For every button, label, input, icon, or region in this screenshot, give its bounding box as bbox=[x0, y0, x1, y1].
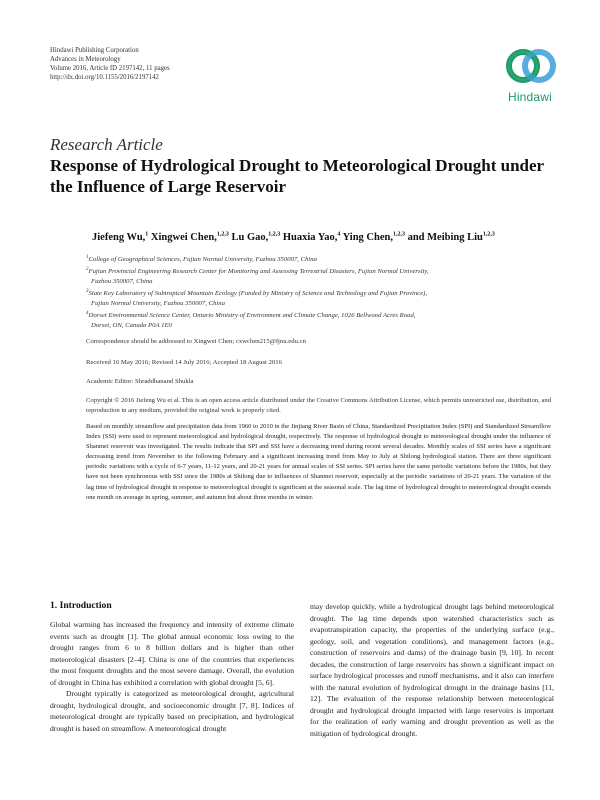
doi-link[interactable]: http://dx.doi.org/10.1155/2016/2197142 bbox=[50, 74, 159, 81]
hindawi-logo bbox=[495, 44, 565, 106]
author: Huaxia Yao,$^4$ bbox=[282, 231, 341, 243]
affiliation-continued: Dorset, ON, Canada P0A 1E0 bbox=[91, 321, 172, 329]
affiliation: $^3$State Key Laboratory of Subtropical Mountain Ecology (Funded by Ministry of Science and Technology and Fujian Province), bbox=[86, 288, 428, 298]
journal-name: Advances in Meteorology bbox=[50, 56, 121, 63]
affiliation: $^2$Fujian Provincial Engineering Research Center for Monitoring and Assessing Terrestrial Disasters, Fujian Normal University, bbox=[86, 267, 429, 276]
hindawi-rings-icon bbox=[495, 44, 565, 90]
correspondence: Correspondence should be addressed to Xingwei Chen; cxwchen215@fjnu.edu.cn bbox=[86, 338, 306, 345]
author-list bbox=[92, 231, 572, 243]
affiliation: $^4$Dorset Environmental Science Center, Ontario Ministry of Environment and Climate Change, 1026 Bellwood Acres Road, bbox=[86, 310, 416, 319]
left-column bbox=[50, 600, 294, 734]
affiliation-continued: Fujian Normal University, Fuzhou 350007, China bbox=[91, 299, 225, 307]
academic-editor: Academic Editor: Shraddhanand Shukla bbox=[86, 378, 194, 385]
dates: Received 16 May 2016; Revised 14 July 2016; Accepted 18 August 2016 bbox=[86, 359, 282, 366]
author: Lu Gao,$^{1,2,3}$ bbox=[231, 231, 281, 243]
author: Jiefeng Wu,$^1$ bbox=[92, 231, 149, 243]
logo-wordmark: Hindawi bbox=[507, 90, 553, 104]
affiliation: $^1$College of Geographical Sciences, Fujian Normal University, Fuzhou 350007, China bbox=[86, 255, 317, 264]
paper-title: Response of Hydrological Drought to Meteorological Drought under the Influence of Large Reservoir bbox=[50, 156, 544, 196]
copyright-notice: Copyright © 2016 Jiefeng Wu et al. This is an open access article distributed under the Creative Commons Attribution License, which permits unrestricted use, distribution, and reproduction in any medium, provided the original work is properly cited. bbox=[86, 397, 551, 414]
affiliations bbox=[86, 253, 556, 331]
journal-header bbox=[50, 46, 170, 82]
abstract: Based on monthly streamflow and precipitation data from 1960 to 2010 in the Jinjiang River Basin of China, Standardized Precipitation Index (SPI) and Standardized Streamflow Index (SSI) were used to represent meteorological and hydrological drought, respectively. The response of hydrological drought to meteorological drought under the influence of Shanmei reservoir was investigated. The results indicate that SPI and SSI have a decreasing trend during recent several decades. Monthly scales of SSI series have a significant decreasing trend from November to the following February and a significant increasing trend from May to July at Shilong hydrological station. There are three significant periodic variations with a cycle of 6-7 years, 11-12 years, and 20-21 years for annual scales of SSI series. SPI series have the same periodic variations before the 1980s, but they have not been synchronous with SSI since the 1980s at Shilong due to influences of Shanmei reservoir, especially at the periodic variations of 20-21 years. The variation of the lag time of hydrological drought in response to meteorological drought is significant at the seasonal scale. The lag time of hydrological drought to meteorological drought extends one month on average in spring, summer, and autumn but about three months in winter. bbox=[86, 423, 551, 501]
right-column bbox=[310, 601, 554, 739]
section-heading: 1. Introduction bbox=[50, 600, 112, 611]
article-type: Research Article bbox=[50, 135, 163, 154]
paragraph: Drought typically is categorized as meteorological drought, agricultural drought, hydrological drought, and socioeconomic drought [7, 8]. Indices of meteorological drought are typically based on precipitation, and hydrological drought is based on streamflow. A meteorological drought bbox=[50, 689, 294, 733]
paragraph: may develop quickly, while a hydrological drought lags behind meteorological drought. The lag time depends upon watershed characteristics such as evapotranspiration capacity, the properties of the underlying surface (e.g., geology, soil, and vegetation conditions), and management factors (e.g., construction of reservoirs and dams) of the drainage basin [9, 10]. In recent decades, the construction of large reservoirs has shown a significant impact on surface hydrological processes and runoff mechanisms, and it also can interfere with the natural evolution of hydrological drought in the drainage basins [11, 12]. The evaluation of the response relationship between meteorological drought and hydrological drought impacted with large reservoirs is important for the realization of early warning and drought prevention as well as the mitigation of hydrological drought. bbox=[310, 602, 554, 738]
affiliation-continued: Fuzhou 350007, China bbox=[91, 278, 153, 286]
author: Xingwei Chen,$^{1,2,3}$ bbox=[150, 231, 229, 243]
publisher-name: Hindawi Publishing Corporation bbox=[50, 47, 139, 54]
author: Ying Chen,$^{1,2,3}$ bbox=[342, 231, 405, 243]
paragraph: Global warming has increased the frequency and intensity of extreme climate events such as drought [1]. The global annual economic loss owing to the drought ranges from 6 to 8 billion dollars and is higher than other meteorological disasters [2–4]. China is one of the countries that experiences the most frequent droughts and the most severe damage. Overall, the evolution of drought in China has exhibited a correlation with global drought [5, 6]. bbox=[50, 620, 294, 687]
author: and Meibing Liu$^{1,2,3}$ bbox=[407, 231, 495, 243]
volume-info: Volume 2016, Article ID 2197142, 11 pages bbox=[50, 65, 170, 72]
